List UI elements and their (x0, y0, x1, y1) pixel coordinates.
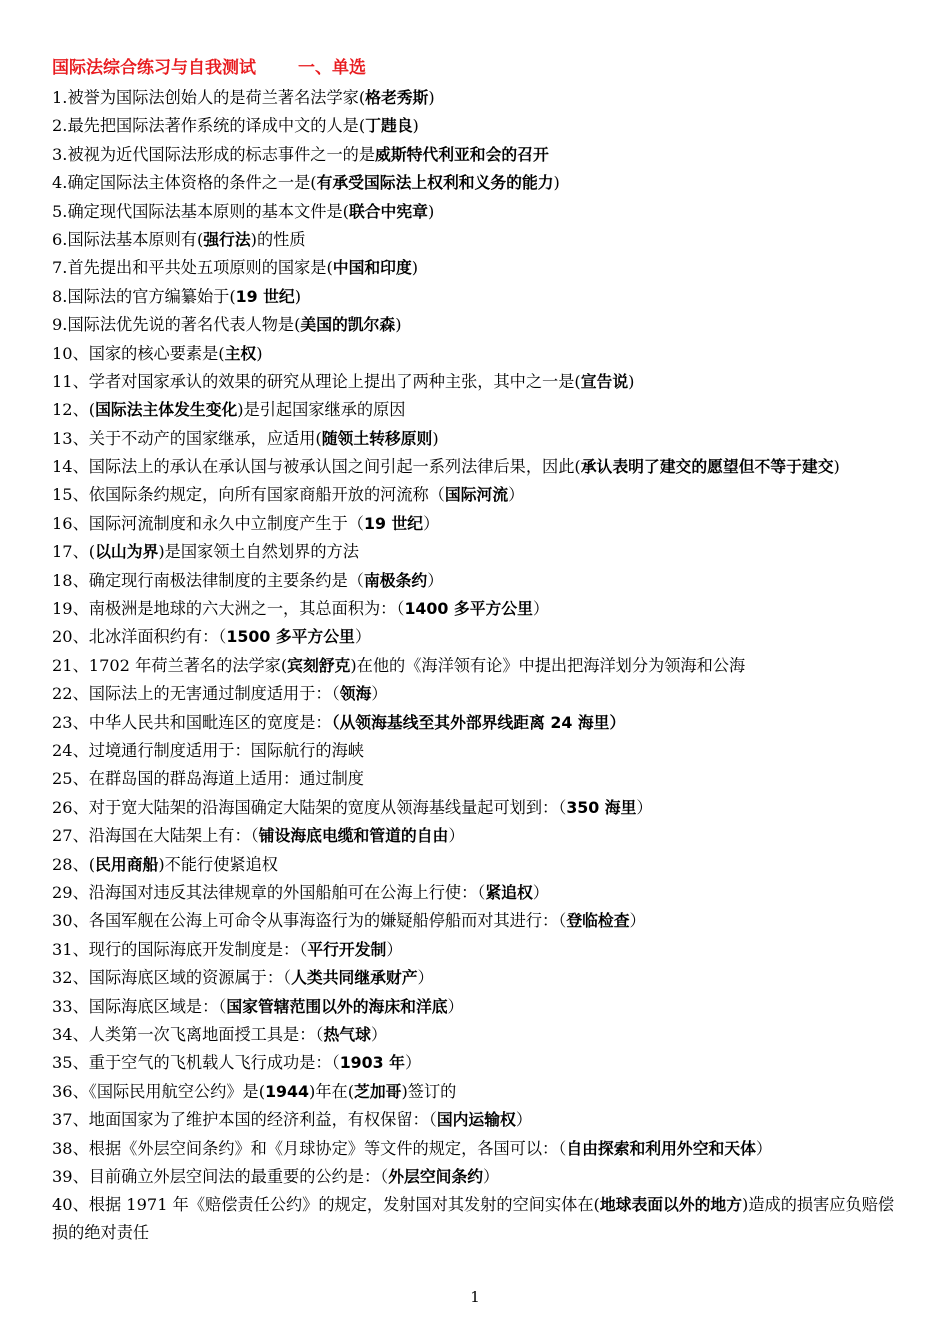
question-text: 21、1702 年荷兰著名的法学家( (52, 655, 288, 675)
question-text: 30、各国军舰在公海上可命令从事海盗行为的嫌疑船停船而对其进行：（ (52, 911, 567, 931)
question-text: 18、确定现行南极法律制度的主要条约是（ (52, 570, 364, 590)
question-text: 5.确定现代国际法基本原则的基本文件是( (52, 201, 349, 221)
question-item (52, 1106, 904, 1134)
question-answer: 民用商船 (95, 854, 159, 874)
question-text: 15、依国际条约规定，向所有国家商船开放的河流称（ (52, 485, 445, 505)
question-answer: 自由探索和利用外空和天体 (566, 1138, 756, 1158)
question-answer: 宣告说 (580, 372, 629, 392)
question-item (52, 567, 904, 595)
question-answer: 随领土转移原则 (321, 428, 433, 448)
question-text: ） (629, 911, 646, 931)
title-section: 一、单选 (298, 58, 366, 78)
question-item (52, 709, 904, 737)
question-answer: 芝加哥 (354, 1081, 402, 1101)
question-text: 19、南极洲是地球的六大洲之一，其总面积为：（ (52, 598, 405, 618)
question-text: )在他的《海洋领有论》中提出把海洋划分为领海和公海 (350, 655, 746, 675)
question-answer: 地球表面以外的地方 (599, 1195, 743, 1215)
question-item (52, 1078, 904, 1106)
question-text: ） (532, 598, 550, 618)
question-answer: 350 海里 (566, 797, 637, 817)
question-text: 37、地面国家为了维护本国的经济利益，有权保留：（ (52, 1110, 437, 1130)
question-item (52, 652, 904, 680)
question-item (52, 851, 904, 879)
question-answer: 强行法 (203, 230, 251, 250)
question-item (52, 1135, 904, 1163)
question-item (52, 141, 904, 169)
question-text: 36、《国际民用航空公约》是( (52, 1081, 266, 1101)
question-answer: 国家管辖范围以外的海床和洋底 (226, 996, 448, 1016)
question-text: 24、过境通行制度适用于：国际航行的海峡 (52, 740, 364, 760)
question-text: ) (294, 286, 302, 306)
question-text: 39、目前确立外层空间法的最重要的公约是：（ (52, 1167, 389, 1187)
question-item (52, 368, 904, 396)
question-text: ） (417, 968, 434, 988)
question-text: 33、国际海底区域是：（ (52, 996, 227, 1016)
question-text: )造成的损害应负赔偿损的绝对责任 (52, 1195, 895, 1243)
question-text: 1.被誉为国际法创始人的是荷兰著名法学家( (52, 88, 366, 107)
question-text: 10、国家的核心要素是( (52, 343, 225, 363)
question-item (52, 84, 904, 112)
title-main: 国际法综合练习与自我测试 (52, 58, 256, 78)
question-item (52, 936, 904, 964)
question-text: ） (532, 882, 549, 902)
question-text: 29、沿海国对违反其法律规章的外国船舶可在公海上行使：（ (52, 882, 486, 902)
question-answer: 平行开发制 (307, 939, 387, 959)
page-number: 1 (470, 1288, 480, 1306)
question-item (52, 311, 904, 339)
question-text: )签订的 (401, 1081, 457, 1101)
question-text: ） (423, 513, 440, 533)
question-text: 12、( (52, 400, 96, 420)
question-item (52, 595, 904, 623)
question-text: ） (508, 485, 525, 505)
question-answer: 以山为界 (95, 542, 159, 562)
question-item (52, 623, 904, 651)
question-text: ） (483, 1167, 500, 1187)
question-text: 13、关于不动产的国家继承，应适用( (52, 428, 322, 448)
question-answer: 1903 年 (339, 1053, 405, 1073)
question-text: ) (411, 258, 419, 278)
question-item (52, 794, 904, 822)
question-text: 26、对于宽大陆架的沿海国确定大陆架的宽度从领海基线量起可划到：（ (52, 797, 567, 817)
document-title (52, 56, 904, 84)
question-text: 22、国际法上的无害通过制度适用于：（ (52, 684, 340, 704)
question-text: ） (448, 826, 465, 846)
question-text: ) (428, 88, 435, 107)
question-text: ） (354, 627, 372, 647)
question-answer: 紧追权 (485, 882, 533, 902)
question-item (52, 283, 904, 311)
question-text: ) (833, 457, 840, 477)
question-text: )是引起国家继承的原因 (237, 400, 406, 420)
question-answer: 丁韪良 (365, 116, 413, 136)
question-text: ） (370, 1025, 388, 1044)
question-item (52, 1021, 904, 1049)
question-answer: 主权 (224, 343, 257, 363)
question-text: 32、国际海底区域的资源属于：（ (52, 968, 292, 988)
document-page (52, 56, 904, 1247)
question-item (52, 1191, 904, 1247)
question-item (52, 737, 904, 765)
question-text: ) (427, 201, 435, 221)
question-text: ） (636, 797, 653, 817)
question-text: 3.被视为近代国际法形成的标志事件之一的是 (52, 144, 376, 164)
question-answer: 有承受国际法上权利和义务的能力 (316, 173, 554, 193)
question-text: 11、学者对国家承认的效果的研究从理论上提出了两种主张，其中之一是( (52, 372, 581, 392)
question-list (52, 84, 904, 1247)
question-answer: 国际河流 (444, 485, 509, 505)
question-item (52, 680, 904, 708)
question-answer: 格老秀斯 (365, 88, 429, 107)
question-answer: 人类共同继承财产 (291, 968, 418, 988)
question-text: 16、国际河流制度和永久中立制度产生于（ (52, 513, 364, 533)
question-item (52, 226, 904, 254)
question-text: ） (386, 939, 403, 959)
question-text: 27、沿海国在大陆架上有：（ (52, 826, 259, 846)
question-answer: 宾刻舒克 (287, 655, 351, 675)
question-item (52, 822, 904, 850)
question-text: 6.国际法基本原则有( (52, 230, 204, 250)
question-text: 35、重于空气的飞机载人飞行成功是：（ (52, 1053, 340, 1073)
question-text: ) (395, 315, 402, 335)
question-item (52, 964, 904, 992)
question-text: ) (412, 116, 419, 136)
question-item (52, 879, 904, 907)
question-item (52, 993, 904, 1021)
question-answer: 19 世纪 (235, 286, 295, 306)
question-text: ) (432, 428, 439, 448)
question-text: ） (755, 1138, 773, 1158)
question-answer: 铺设海底电缆和管道的自由 (258, 826, 449, 846)
question-text: ） (427, 570, 444, 590)
question-text: )年在( (309, 1081, 355, 1101)
question-answer: 威斯特代利亚和会的召开 (375, 144, 549, 164)
question-answer: 1944 (265, 1081, 310, 1101)
question-item (52, 510, 904, 538)
question-item (52, 907, 904, 935)
question-text: 23、中华人民共和国毗连区的宽度是： (52, 712, 332, 732)
question-text: 25、在群岛国的群岛海道上适用：通过制度 (52, 769, 364, 789)
question-answer: 外层空间条约 (388, 1167, 484, 1187)
question-text: )不能行使紧追权 (158, 854, 278, 874)
question-text: 9.国际法优先说的著名代表人物是( (52, 315, 301, 335)
question-text: 7.首先提出和平共处五项原则的国家是( (52, 258, 333, 278)
question-answer: 领海 (339, 684, 372, 704)
question-answer: 19 世纪 (363, 513, 424, 533)
question-item (52, 453, 904, 481)
question-answer: 美国的凯尔森 (300, 315, 396, 335)
question-answer: 热气球 (323, 1025, 371, 1044)
question-answer: 国际法主体发生变化 (95, 400, 238, 420)
question-text: ） (371, 684, 388, 704)
question-answer: （从领海基线至其外部界线距离 24 海里） (331, 712, 626, 732)
question-text: 14、国际法上的承认在承认国与被承认国之间引起一系列法律后果，因此( (52, 457, 581, 477)
question-item (52, 425, 904, 453)
question-item (52, 481, 904, 509)
question-answer: 登临检查 (566, 911, 630, 931)
question-item (52, 169, 904, 197)
question-text: )是国家领土自然划界的方法 (158, 542, 359, 562)
question-item (52, 340, 904, 368)
question-text: 2.最先把国际法著作系统的译成中文的人是( (52, 116, 366, 136)
question-text: ) (256, 343, 263, 363)
question-text: 34、人类第一次飞离地面授工具是：（ (52, 1025, 324, 1044)
question-text: ） (515, 1110, 532, 1130)
question-answer: 1500 多平方公里 (226, 627, 355, 647)
question-answer: 国内运输权 (436, 1110, 516, 1130)
question-item (52, 112, 904, 140)
question-text: ) (628, 372, 635, 392)
question-item (52, 765, 904, 793)
question-item (52, 254, 904, 282)
question-answer: 联合中宪章 (348, 201, 428, 221)
question-text: 4.确定国际法主体资格的条件之一是( (52, 173, 317, 193)
question-text: 17、( (52, 542, 96, 562)
question-text: 40、根据 1971 年《赔偿责任公约》的规定，发射国对其发射的空间实体在( (52, 1195, 600, 1215)
question-answer: 南极条约 (363, 570, 428, 590)
question-text: 8.国际法的官方编纂始于( (52, 286, 236, 306)
question-text: 38、根据《外层空间条约》和《月球协定》等文件的规定，各国可以：（ (52, 1138, 567, 1158)
question-answer: 承认表明了建交的愿望但不等于建交 (580, 457, 834, 477)
question-item (52, 538, 904, 566)
question-text: 28、( (52, 854, 96, 874)
question-item (52, 1163, 904, 1191)
question-answer: 1400 多平方公里 (404, 598, 533, 618)
question-text: 20、北冰洋面积约有：（ (52, 627, 227, 647)
question-text: ) (553, 173, 560, 193)
question-text: ） (447, 996, 464, 1016)
question-text: 31、现行的国际海底开发制度是：（ (52, 939, 308, 959)
question-item (52, 1049, 904, 1077)
question-answer: 中国和印度 (332, 258, 412, 278)
question-text: )的性质 (250, 230, 306, 250)
question-item (52, 396, 904, 424)
question-item (52, 198, 904, 226)
question-text: ） (404, 1053, 422, 1073)
